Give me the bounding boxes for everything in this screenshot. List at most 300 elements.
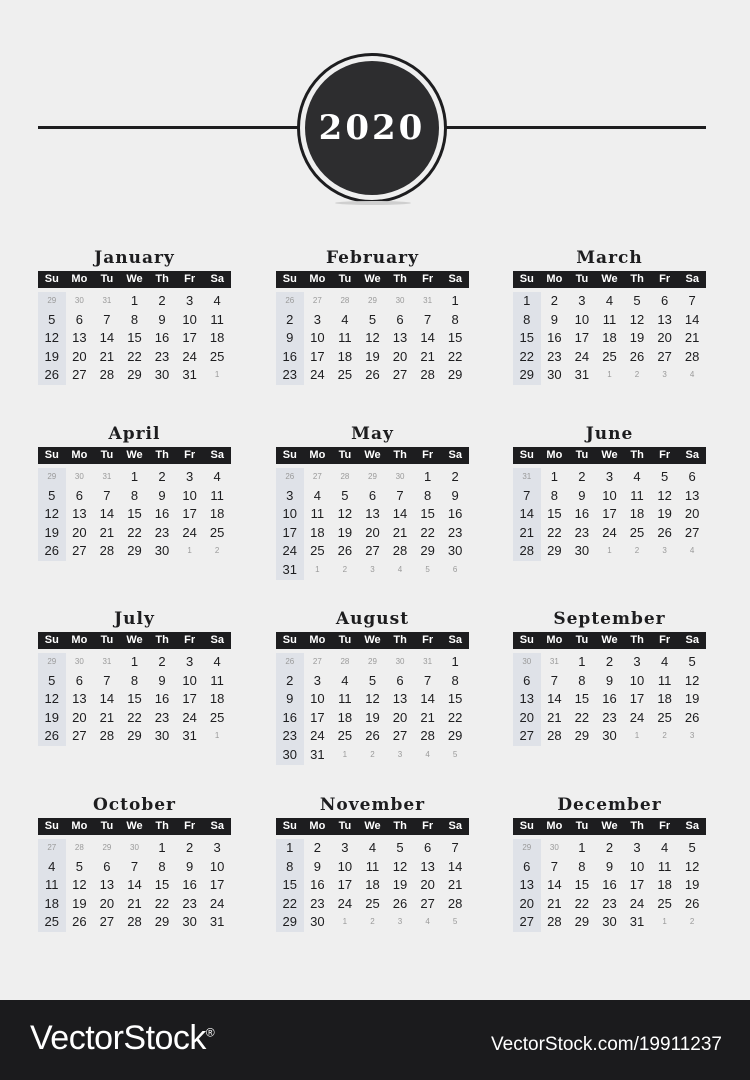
day-cell: 6 bbox=[523, 672, 531, 688]
day-cell: 8 bbox=[158, 858, 166, 874]
adjacent-month-day: 2 bbox=[214, 546, 220, 556]
day-cell: 28 bbox=[547, 728, 562, 744]
day-grid bbox=[513, 292, 706, 385]
day-cell: 6 bbox=[396, 311, 404, 327]
day-cell: 23 bbox=[154, 709, 170, 725]
day-cell: 21 bbox=[547, 895, 562, 911]
weekday-label: Fr bbox=[184, 634, 196, 646]
day-cell: 21 bbox=[99, 709, 115, 725]
weekday-header bbox=[513, 271, 706, 288]
day-cell: 6 bbox=[423, 840, 432, 855]
weekday-label: Mo bbox=[546, 273, 563, 285]
day-cell: 3 bbox=[286, 487, 294, 503]
weekday-label: Mo bbox=[71, 449, 88, 461]
adjacent-month-day: 2 bbox=[342, 564, 348, 574]
day-cell: 19 bbox=[44, 524, 60, 540]
weekday-label: Mo bbox=[546, 820, 563, 832]
day-cell: 10 bbox=[310, 330, 325, 346]
day-cell: 4 bbox=[660, 840, 669, 855]
day-cell: 10 bbox=[602, 487, 617, 503]
weekday-label: Sa bbox=[448, 634, 462, 646]
month-title: September bbox=[553, 609, 666, 629]
weekday-label: Fr bbox=[422, 273, 434, 285]
adjacent-month-day: 1 bbox=[607, 370, 612, 380]
day-cell: 16 bbox=[602, 691, 617, 707]
day-cell: 10 bbox=[182, 311, 197, 327]
day-cell: 21 bbox=[547, 709, 562, 725]
day-cell: 28 bbox=[684, 348, 700, 364]
day-cell: 29 bbox=[127, 728, 142, 744]
day-cell: 6 bbox=[688, 469, 696, 484]
day-cell: 11 bbox=[365, 858, 380, 874]
day-cell: 22 bbox=[154, 895, 170, 911]
day-cell: 19 bbox=[337, 524, 353, 540]
day-cell: 1 bbox=[158, 840, 166, 855]
day-cell: 21 bbox=[684, 330, 700, 346]
weekday-label: Sa bbox=[210, 634, 224, 646]
day-cell: 30 bbox=[574, 543, 590, 559]
day-cell: 7 bbox=[423, 311, 432, 327]
day-cell: 21 bbox=[127, 895, 142, 911]
day-cell: 25 bbox=[337, 728, 353, 744]
day-cell: 14 bbox=[392, 506, 408, 522]
weekday-label: Sa bbox=[448, 449, 462, 461]
day-cell: 5 bbox=[341, 487, 349, 503]
day-cell: 1 bbox=[550, 469, 558, 484]
day-cell: 25 bbox=[209, 709, 225, 725]
day-grid bbox=[38, 653, 231, 746]
day-cell: 1 bbox=[130, 654, 139, 669]
day-cell: 17 bbox=[310, 348, 325, 364]
day-cell: 16 bbox=[282, 709, 298, 725]
weekday-label: Sa bbox=[210, 449, 224, 461]
weekday-label: Th bbox=[630, 273, 644, 285]
adjacent-month-day: 29 bbox=[368, 657, 377, 666]
day-grid bbox=[38, 839, 231, 932]
day-cell: 10 bbox=[182, 487, 197, 503]
day-cell: 27 bbox=[72, 543, 87, 559]
day-cell: 31 bbox=[182, 367, 197, 383]
day-cell: 1 bbox=[423, 469, 432, 484]
day-cell: 31 bbox=[182, 728, 197, 744]
day-cell: 11 bbox=[338, 691, 352, 707]
day-cell: 4 bbox=[213, 654, 221, 669]
day-cell: 22 bbox=[127, 709, 142, 725]
day-cell: 17 bbox=[182, 330, 197, 346]
weekday-label: Su bbox=[44, 273, 59, 285]
weekday-header bbox=[513, 632, 706, 649]
adjacent-month-day: 2 bbox=[634, 370, 640, 380]
day-cell: 22 bbox=[547, 524, 562, 540]
adjacent-month-day: 1 bbox=[342, 749, 348, 759]
day-cell: 17 bbox=[629, 691, 645, 707]
weekday-label: Fr bbox=[659, 634, 671, 646]
day-cell: 9 bbox=[158, 672, 166, 688]
day-cell: 15 bbox=[574, 691, 590, 707]
day-cell: 1 bbox=[130, 469, 139, 484]
day-cell: 11 bbox=[210, 672, 224, 688]
day-cell: 18 bbox=[209, 506, 225, 522]
day-cell: 26 bbox=[657, 524, 672, 540]
day-cell: 13 bbox=[72, 506, 87, 522]
weekday-label: Mo bbox=[71, 634, 88, 646]
day-cell: 23 bbox=[154, 348, 170, 364]
day-cell: 13 bbox=[72, 330, 87, 346]
day-cell: 21 bbox=[420, 709, 435, 725]
day-cell: 7 bbox=[688, 293, 696, 308]
day-cell: 26 bbox=[629, 348, 645, 364]
day-cell: 22 bbox=[127, 348, 142, 364]
day-cell: 14 bbox=[420, 691, 435, 707]
day-cell: 8 bbox=[451, 311, 459, 327]
day-grid bbox=[276, 653, 469, 765]
adjacent-month-day: 30 bbox=[395, 296, 405, 305]
day-grid bbox=[276, 292, 469, 385]
day-cell: 6 bbox=[396, 672, 404, 688]
day-cell: 18 bbox=[310, 524, 325, 540]
day-cell: 5 bbox=[396, 840, 404, 855]
month-title: December bbox=[557, 795, 662, 815]
day-cell: 22 bbox=[282, 895, 298, 911]
adjacent-month-day: 30 bbox=[74, 296, 84, 305]
month-title: March bbox=[576, 248, 643, 268]
month-title: February bbox=[325, 248, 419, 268]
day-cell: 17 bbox=[182, 691, 197, 707]
day-cell: 30 bbox=[447, 543, 463, 559]
adjacent-month-day: 1 bbox=[187, 546, 192, 556]
day-cell: 17 bbox=[182, 506, 197, 522]
weekday-label: Th bbox=[630, 449, 644, 461]
day-cell: 26 bbox=[337, 543, 353, 559]
adjacent-month-day: 27 bbox=[312, 296, 322, 305]
day-cell: 31 bbox=[282, 561, 298, 577]
day-cell: 5 bbox=[48, 672, 56, 688]
weekday-label: Tu bbox=[100, 634, 114, 646]
day-cell: 26 bbox=[44, 543, 60, 559]
weekday-label: Fr bbox=[184, 449, 196, 461]
weekday-label: Sa bbox=[685, 820, 699, 832]
adjacent-month-day: 29 bbox=[522, 843, 532, 852]
weekday-label: Tu bbox=[100, 449, 114, 461]
day-cell: 9 bbox=[451, 487, 459, 503]
weekday-label: Tu bbox=[100, 273, 114, 285]
day-cell: 29 bbox=[547, 543, 562, 559]
day-cell: 8 bbox=[578, 672, 586, 688]
adjacent-month-day: 27 bbox=[47, 843, 57, 852]
day-cell: 12 bbox=[44, 691, 60, 707]
registered-mark: ® bbox=[205, 1025, 215, 1040]
day-cell: 23 bbox=[574, 524, 590, 540]
brand-logo bbox=[30, 1019, 214, 1058]
day-cell: 2 bbox=[313, 840, 321, 855]
day-cell: 10 bbox=[629, 672, 645, 688]
weekday-label: Th bbox=[155, 820, 169, 832]
weekday-label: Su bbox=[519, 634, 534, 646]
day-cell: 12 bbox=[684, 858, 700, 874]
adjacent-month-day: 2 bbox=[689, 917, 695, 927]
day-cell: 20 bbox=[657, 330, 672, 346]
day-cell: 20 bbox=[519, 895, 535, 911]
adjacent-month-day: 1 bbox=[342, 917, 348, 927]
adjacent-month-day: 3 bbox=[370, 564, 375, 574]
day-cell: 7 bbox=[103, 672, 111, 688]
day-cell: 29 bbox=[519, 367, 535, 383]
day-cell: 2 bbox=[578, 469, 586, 484]
day-cell: 22 bbox=[447, 348, 463, 364]
day-cell: 24 bbox=[310, 367, 325, 383]
day-cell: 20 bbox=[519, 709, 535, 725]
day-cell: 16 bbox=[154, 330, 170, 346]
day-cell: 16 bbox=[154, 506, 170, 522]
day-cell: 9 bbox=[286, 691, 294, 707]
weekday-label: Tu bbox=[575, 820, 589, 832]
weekday-label: Mo bbox=[309, 820, 326, 832]
day-cell: 19 bbox=[684, 691, 700, 707]
adjacent-month-day: 31 bbox=[423, 657, 433, 666]
weekday-label: Sa bbox=[448, 820, 462, 832]
day-cell: 19 bbox=[629, 330, 645, 346]
day-cell: 25 bbox=[657, 709, 672, 725]
weekday-label: Fr bbox=[422, 449, 434, 461]
day-cell: 16 bbox=[310, 877, 325, 893]
day-cell: 18 bbox=[365, 877, 380, 893]
day-grid bbox=[276, 468, 469, 580]
day-cell: 12 bbox=[337, 506, 353, 522]
day-cell: 23 bbox=[282, 367, 298, 383]
day-cell: 1 bbox=[578, 840, 586, 855]
adjacent-month-day: 27 bbox=[312, 472, 322, 481]
day-cell: 14 bbox=[99, 691, 115, 707]
day-cell: 20 bbox=[684, 506, 700, 522]
weekday-header bbox=[38, 818, 231, 835]
weekday-label: Fr bbox=[659, 449, 671, 461]
month-june bbox=[513, 423, 706, 561]
day-cell: 9 bbox=[550, 311, 558, 327]
day-cell: 6 bbox=[368, 487, 377, 503]
day-cell: 2 bbox=[550, 293, 558, 308]
day-cell: 29 bbox=[447, 367, 463, 383]
adjacent-month-day: 28 bbox=[340, 296, 350, 305]
day-cell: 18 bbox=[657, 877, 672, 893]
day-cell: 5 bbox=[368, 672, 377, 688]
day-cell: 24 bbox=[337, 895, 353, 911]
day-cell: 19 bbox=[72, 895, 87, 911]
month-august bbox=[276, 608, 469, 765]
weekday-header bbox=[38, 632, 231, 649]
adjacent-month-day: 29 bbox=[102, 843, 112, 852]
day-cell: 29 bbox=[420, 543, 435, 559]
month-february bbox=[276, 247, 469, 385]
day-cell: 9 bbox=[158, 487, 166, 503]
day-cell: 16 bbox=[602, 877, 617, 893]
day-cell: 29 bbox=[127, 543, 142, 559]
adjacent-month-day: 30 bbox=[74, 472, 84, 481]
day-cell: 27 bbox=[392, 728, 408, 744]
weekday-label: Sa bbox=[685, 449, 699, 461]
day-cell: 15 bbox=[420, 506, 435, 522]
adjacent-month-day: 27 bbox=[312, 657, 322, 666]
weekday-label: Su bbox=[519, 273, 534, 285]
day-cell: 23 bbox=[602, 895, 617, 911]
day-cell: 17 bbox=[282, 524, 298, 540]
day-cell: 15 bbox=[127, 506, 142, 522]
day-cell: 4 bbox=[213, 469, 221, 484]
weekday-label: Mo bbox=[309, 273, 326, 285]
day-cell: 15 bbox=[547, 506, 562, 522]
day-cell: 28 bbox=[99, 367, 115, 383]
day-cell: 28 bbox=[99, 543, 115, 559]
day-cell: 28 bbox=[99, 728, 115, 744]
adjacent-month-day: 30 bbox=[395, 657, 405, 666]
day-cell: 25 bbox=[629, 524, 645, 540]
day-cell: 12 bbox=[392, 858, 408, 874]
day-cell: 26 bbox=[684, 895, 700, 911]
adjacent-month-day: 2 bbox=[370, 749, 375, 759]
day-cell: 4 bbox=[341, 311, 349, 327]
day-cell: 12 bbox=[44, 330, 60, 346]
weekday-label: Fr bbox=[184, 820, 196, 832]
day-cell: 24 bbox=[182, 524, 197, 540]
day-cell: 13 bbox=[519, 877, 535, 893]
brand-name: VectorStock bbox=[30, 1019, 206, 1057]
day-grid bbox=[38, 292, 231, 385]
adjacent-month-day: 30 bbox=[522, 657, 532, 666]
day-cell: 24 bbox=[629, 895, 645, 911]
day-cell: 19 bbox=[44, 709, 60, 725]
day-cell: 11 bbox=[657, 858, 672, 874]
watermark-footer bbox=[0, 1000, 750, 1080]
day-cell: 10 bbox=[574, 311, 590, 327]
day-cell: 8 bbox=[578, 858, 586, 874]
day-cell: 27 bbox=[420, 895, 435, 911]
day-cell: 21 bbox=[447, 877, 463, 893]
day-cell: 29 bbox=[447, 728, 463, 744]
weekday-label: Mo bbox=[309, 634, 326, 646]
weekday-header bbox=[38, 271, 231, 288]
day-cell: 30 bbox=[282, 746, 298, 762]
day-cell: 15 bbox=[447, 691, 463, 707]
weekday-label: We bbox=[601, 273, 618, 285]
adjacent-month-day: 30 bbox=[549, 843, 559, 852]
day-cell: 3 bbox=[578, 293, 586, 308]
day-cell: 15 bbox=[519, 330, 535, 346]
day-cell: 6 bbox=[103, 858, 111, 874]
day-cell: 28 bbox=[420, 728, 435, 744]
day-cell: 14 bbox=[420, 330, 435, 346]
weekday-label: Su bbox=[44, 820, 59, 832]
day-cell: 13 bbox=[392, 691, 408, 707]
adjacent-month-day: 3 bbox=[662, 370, 667, 380]
day-cell: 3 bbox=[185, 654, 194, 669]
day-cell: 26 bbox=[392, 895, 408, 911]
weekday-label: Fr bbox=[659, 273, 671, 285]
adjacent-month-day: 31 bbox=[102, 472, 112, 481]
day-cell: 12 bbox=[365, 691, 380, 707]
day-cell: 28 bbox=[127, 914, 142, 930]
weekday-header bbox=[276, 271, 469, 288]
weekday-label: We bbox=[126, 634, 143, 646]
adjacent-month-day: 6 bbox=[452, 564, 458, 574]
day-cell: 23 bbox=[447, 524, 463, 540]
day-cell: 25 bbox=[209, 348, 225, 364]
month-title: August bbox=[335, 609, 410, 629]
weekday-label: Su bbox=[519, 820, 534, 832]
day-cell: 11 bbox=[45, 877, 59, 893]
day-cell: 21 bbox=[392, 524, 408, 540]
day-cell: 2 bbox=[158, 654, 166, 669]
weekday-label: Mo bbox=[546, 634, 563, 646]
weekday-label: Tu bbox=[338, 820, 352, 832]
weekday-label: We bbox=[364, 634, 381, 646]
day-cell: 27 bbox=[392, 367, 408, 383]
adjacent-month-day: 3 bbox=[689, 731, 695, 741]
day-cell: 19 bbox=[684, 877, 700, 893]
day-cell: 10 bbox=[282, 506, 298, 522]
day-cell: 17 bbox=[310, 709, 325, 725]
weekday-label: We bbox=[601, 820, 618, 832]
day-cell: 13 bbox=[657, 311, 672, 327]
day-cell: 20 bbox=[72, 524, 87, 540]
day-cell: 11 bbox=[657, 672, 672, 688]
day-cell: 3 bbox=[605, 469, 614, 484]
day-cell: 27 bbox=[657, 348, 672, 364]
day-cell: 21 bbox=[99, 348, 115, 364]
weekday-label: We bbox=[601, 449, 618, 461]
weekday-label: Th bbox=[155, 634, 169, 646]
day-cell: 23 bbox=[602, 709, 617, 725]
day-cell: 29 bbox=[574, 728, 590, 744]
weekday-label: Th bbox=[155, 449, 169, 461]
day-cell: 8 bbox=[451, 672, 459, 688]
day-cell: 22 bbox=[127, 524, 142, 540]
day-cell: 22 bbox=[447, 709, 463, 725]
day-cell: 9 bbox=[158, 311, 166, 327]
day-cell: 25 bbox=[365, 895, 380, 911]
day-cell: 14 bbox=[519, 506, 535, 522]
day-cell: 27 bbox=[99, 914, 115, 930]
day-cell: 1 bbox=[578, 654, 586, 669]
adjacent-month-day: 31 bbox=[423, 296, 433, 305]
adjacent-month-day: 3 bbox=[397, 917, 403, 927]
day-cell: 7 bbox=[103, 487, 111, 503]
day-cell: 7 bbox=[396, 487, 404, 503]
day-cell: 8 bbox=[130, 672, 139, 688]
day-cell: 4 bbox=[660, 654, 669, 669]
adjacent-month-day: 1 bbox=[662, 917, 667, 927]
weekday-label: Tu bbox=[338, 273, 352, 285]
day-cell: 30 bbox=[602, 728, 617, 744]
day-cell: 5 bbox=[688, 840, 696, 855]
month-title: October bbox=[92, 795, 176, 815]
day-cell: 3 bbox=[185, 469, 194, 484]
day-cell: 5 bbox=[75, 858, 83, 874]
day-cell: 25 bbox=[310, 543, 325, 559]
weekday-label: We bbox=[364, 273, 381, 285]
day-cell: 13 bbox=[420, 858, 435, 874]
day-cell: 11 bbox=[310, 506, 325, 522]
weekday-label: Tu bbox=[338, 634, 352, 646]
day-cell: 2 bbox=[158, 469, 166, 484]
day-cell: 9 bbox=[185, 858, 194, 874]
adjacent-month-day: 2 bbox=[662, 731, 667, 741]
day-cell: 4 bbox=[368, 840, 377, 855]
day-cell: 18 bbox=[629, 506, 645, 522]
weekday-label: Su bbox=[282, 273, 297, 285]
day-cell: 28 bbox=[420, 367, 435, 383]
day-cell: 24 bbox=[209, 895, 225, 911]
day-cell: 21 bbox=[519, 524, 535, 540]
day-cell: 21 bbox=[99, 524, 115, 540]
